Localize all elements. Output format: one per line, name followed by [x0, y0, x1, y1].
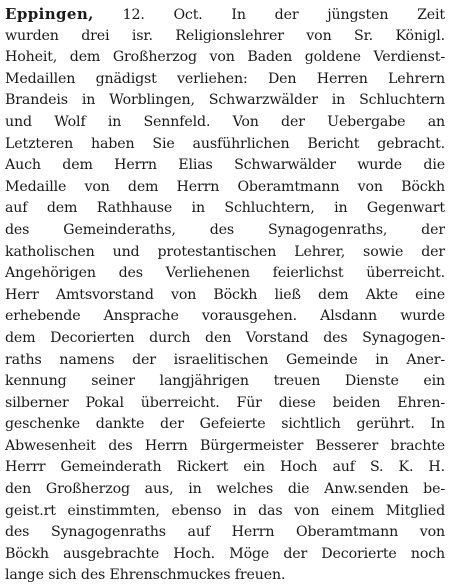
article-line-4: Medaillen gnädigst verliehen: Den Herren Lehrern — [5, 70, 445, 87]
article-line-20: geschenke dankte der Gefeierte sichtlich gerührt. In — [5, 416, 445, 433]
article-line-22: Herrr Gemeinderath Rickert ein Hoch auf S. K. H. — [5, 459, 445, 476]
article-line-8: Auch dem Herrn Elias Schwarwälder wurde die — [5, 157, 445, 174]
article-line-18: kennung seiner langjährigen treuen Dienste ein — [5, 373, 445, 390]
article-line-14: Herr Amtsvorstand von Böckh ließ dem Akte eine — [5, 286, 445, 303]
article-line-13: Angehörigen des Verliehenen feierlichst überreicht. — [5, 265, 445, 282]
article-line-11: des Gemeinderaths, des Synagogenraths, der — [5, 221, 445, 238]
article-line-15: erhebende Ansprache vorausgehen. Alsdann wurde — [5, 308, 445, 325]
article-line-21: Abwesenheit des Herrn Bürgermeister Besserer brachte — [5, 437, 445, 454]
article-line-26: Böckh ausgebrachte Hoch. Möge der Decorierte noch — [5, 545, 445, 562]
article-line-1 — [5, 4, 445, 26]
article-line-27: lange sich des Ehrenschmuckes freuen. — [5, 567, 286, 584]
article-line-9: Medaille von dem Herrn Oberamtmann von Böckh — [5, 178, 445, 195]
article-line-16: dem Decorierten durch den Vorstand des Synagogen- — [5, 329, 445, 346]
article-line-12: katholischen und protestantischen Lehrer, sowie der — [5, 243, 445, 260]
article-line-6: und Wolf in Sennfeld. Von der Uebergabe an — [5, 113, 445, 130]
dateline-text: 12. Oct. In der jüngsten Zeit — [122, 7, 445, 23]
article-line-10: auf dem Rathhause in Schluchtern, in Gegenwart — [5, 200, 445, 217]
article-line-23: den Großherzog aus, in welches die Anw.senden be- — [5, 481, 445, 498]
newspaper-article — [5, 4, 445, 587]
article-line-2: wurden drei isr. Religionslehrer von Sr. Königl. — [5, 27, 445, 44]
dateline-place: Eppingen, — [5, 5, 94, 23]
article-line-3: Hoheit, dem Großherzog von Baden goldene Verdienst- — [5, 49, 445, 66]
article-line-19: silberner Pokal überreicht. Für diese beiden Ehren- — [5, 394, 445, 411]
article-line-25: des Synagogenraths auf Herrn Oberamtmann von — [5, 524, 445, 541]
article-line-7: Letzteren haben Sie ausführlichen Bericht gebracht. — [5, 135, 445, 152]
article-line-17: raths namens der israelitischen Gemeinde in Aner- — [5, 351, 445, 368]
article-line-5: Brandeis in Worblingen, Schwarzwälder in Schluchtern — [5, 92, 445, 109]
article-line-24: geist.rt einstimmten, ebenso in das von einem Mitglied — [5, 502, 445, 519]
